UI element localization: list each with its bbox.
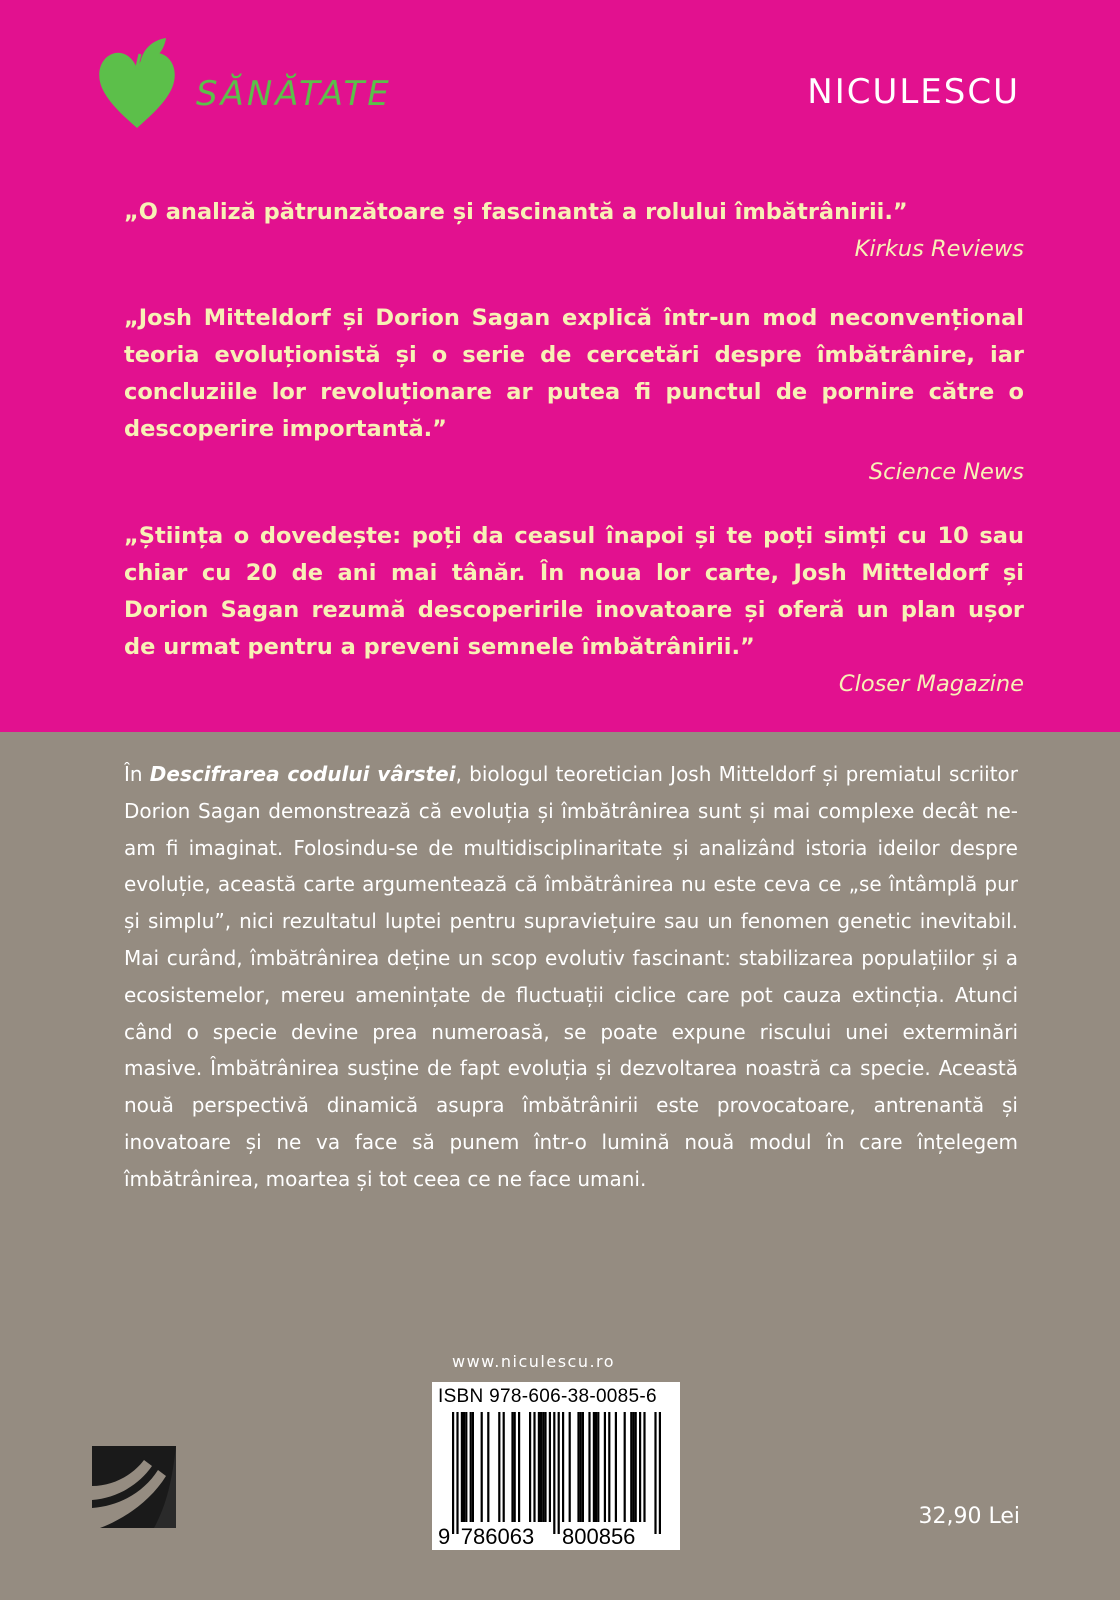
review-quote-text: „Știința o dovedește: poți da ceasul înapoi și te poți simți cu 10 sau chiar cu 20 de ani mai tânăr. În noua lor carte, Josh Mitteldorf și Dorion Sagan rezumă descoperirile inovatoare și oferă un plan ușor de urmat pentru a preveni semnele îmbătrânirii.” [124, 523, 1024, 660]
review-quote-source: Science News [868, 459, 1024, 485]
barcode-bar [463, 1412, 465, 1522]
publisher-website[interactable]: www.niculescu.ro [452, 1352, 616, 1371]
barcode-bar [461, 1412, 463, 1522]
barcode-bar [538, 1412, 540, 1522]
barcode-bar [452, 1412, 454, 1534]
isbn-barcode [432, 1382, 680, 1550]
apple-heart-icon [96, 34, 178, 134]
barcode-bar [635, 1412, 637, 1522]
barcode-bar [558, 1412, 560, 1534]
publisher-name: NICULESCU [807, 72, 1020, 112]
book-title: Descifrarea codului vârstei [149, 762, 456, 786]
barcode-bar [514, 1412, 516, 1522]
barcode-bar [544, 1412, 546, 1522]
review-quote [124, 300, 1024, 490]
review-quote-text: „O analiză pătrunzătoare și fascinantă a rolului îmbătrânirii.” [124, 199, 908, 225]
barcode-digits: 800856 [562, 1524, 636, 1548]
barcode-bar [624, 1412, 626, 1522]
description-intro: În [124, 762, 150, 786]
barcode-bar [540, 1412, 542, 1522]
barcode-bar [593, 1412, 595, 1522]
barcode-bar [511, 1412, 513, 1522]
review-quote [124, 194, 1024, 267]
barcode-bar [518, 1412, 520, 1522]
barcode-bar [577, 1412, 579, 1522]
barcode-bar [456, 1412, 458, 1534]
barcode-bar [498, 1412, 500, 1522]
barcode-bar [659, 1412, 661, 1534]
barcode-bar [569, 1412, 571, 1522]
book-description [124, 756, 1018, 1198]
series-label: SĂNĂTATE [196, 74, 392, 114]
barcode-bar [608, 1412, 610, 1522]
barcode-icon [438, 1412, 674, 1548]
barcode-bar [643, 1412, 645, 1522]
barcode-bar [595, 1412, 597, 1522]
barcode-bar [529, 1412, 531, 1522]
barcode-digits: 9 [438, 1524, 451, 1548]
barcode-bar [654, 1412, 656, 1534]
review-quote-text: „Josh Mitteldorf și Dorion Sagan explică într-un mod neconvențional teoria evoluționistă și o serie de cercetări despre îmbătrânire, iar concluziile lor revoluționare ar putea fi punctul de pornire către o descoperire importantă.” [124, 305, 1024, 442]
barcode-digits: 786063 [460, 1524, 535, 1548]
review-quote-source: Kirkus Reviews [854, 236, 1024, 262]
description-body: , biologul teoretician Josh Mitteldorf și premiatul scriitor Dorion Sagan demonstrează că evoluția și îmbătrânirea sunt și mai complexe decât ne-am fi imaginat. Folosindu-se de multidisciplinaritate și analizând istoria ideilor despre evoluție, această carte argumentează că îmbătrânirea nu este ceva ce „se întâmplă pur și simplu”, nici rezultatul luptei pentru supraviețuire sau un fenomen genetic inevitabil. Mai curând, îmbătrânirea deține un scop evolutiv fascinant: stabilizarea populațiilor și a ecosistemelor, mereu amenințate de fluctuații ciclice care pot cauza extincția. Atunci când o specie devine prea numeroasă, se poate expune riscului unei exterminări masive. Îmbătrânirea susține de fapt evoluția și dezvoltarea noastră ca specie. Această nouă perspectivă dinamică asupra îmbătrânirii este provocatoare, antrenantă și inovatoare și ne va face să punem într-o lumină nouă modul în care înțelegem îmbătrânirea, moartea și tot ceea ce ne face umani. [124, 762, 1018, 1191]
barcode-bar [481, 1412, 483, 1522]
isbn-label: ISBN 978-606-38-0085-6 [438, 1386, 657, 1407]
barcode-bar [542, 1412, 544, 1522]
barcode-bar [632, 1412, 634, 1522]
price-label: 32,90 Lei [918, 1504, 1020, 1529]
barcode-bar [465, 1412, 467, 1522]
barcode-bar [630, 1412, 632, 1522]
barcode-bar [487, 1412, 489, 1522]
review-quote-source: Closer Magazine [838, 671, 1024, 697]
barcode-bar [639, 1412, 641, 1522]
barcode-bar [597, 1412, 599, 1522]
barcode-bar [582, 1412, 584, 1522]
publisher-logo-icon [92, 1446, 176, 1528]
barcode-bar [604, 1412, 606, 1522]
barcode-bar [549, 1412, 551, 1522]
barcode-bar [470, 1412, 472, 1522]
description-panel [0, 732, 1120, 1600]
review-quote [124, 518, 1024, 702]
barcode-bar [503, 1412, 505, 1522]
barcode-bar [580, 1412, 582, 1522]
barcode-bar [562, 1412, 564, 1522]
barcode-bar [553, 1412, 555, 1534]
barcode-bar [533, 1412, 535, 1522]
barcode-bar [615, 1412, 617, 1522]
reviews-panel [0, 0, 1120, 732]
barcode-bar [588, 1412, 590, 1522]
barcode-bar [472, 1412, 474, 1522]
